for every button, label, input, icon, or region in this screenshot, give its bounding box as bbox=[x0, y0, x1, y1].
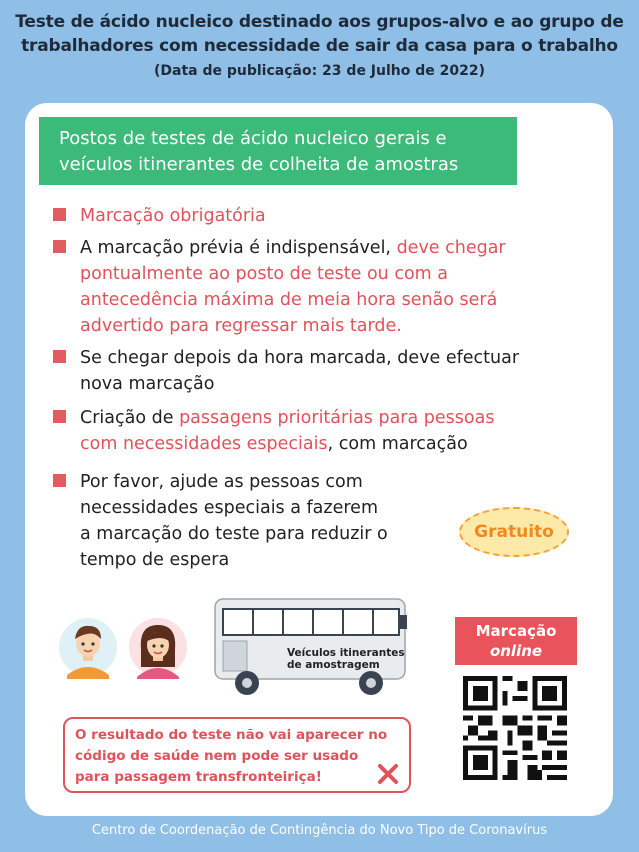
bullet-square-icon bbox=[53, 208, 66, 221]
man-avatar-icon bbox=[59, 615, 117, 679]
section-banner bbox=[39, 117, 517, 185]
item-late-arrival bbox=[53, 345, 519, 397]
online-booking-label bbox=[455, 617, 577, 665]
woman-avatar-icon bbox=[129, 615, 187, 679]
title-line-1: Teste de ácido nucleico destinado aos grupos-alvo e ao grupo de bbox=[15, 12, 624, 32]
warning-line-1: O resultado do teste não vai aparecer no bbox=[75, 727, 388, 743]
item-help-request bbox=[53, 469, 388, 573]
item-4-red-1: passagens prioritárias para pessoas bbox=[179, 408, 495, 428]
item-2-red-3: antecedência máxima de meia hora senão será bbox=[80, 290, 498, 310]
warning-line-3: para passagem transfronteiriça! bbox=[75, 769, 322, 785]
publication-date: (Data de publicação: 23 de Julho de 2022) bbox=[154, 63, 485, 79]
item-priority-lanes bbox=[53, 405, 494, 457]
item-4-plain-2: , com marcação bbox=[327, 434, 468, 454]
item-2-red-4: advertido para regressar mais tarde. bbox=[80, 316, 402, 336]
item-3-line-2: nova marcação bbox=[80, 374, 215, 394]
item-4-red-2: com necessidades especiais bbox=[80, 434, 328, 454]
free-badge: Gratuito bbox=[459, 507, 569, 557]
cross-icon bbox=[377, 763, 399, 785]
footer-organization: Centro de Coordenação de Contingência do Novo Tipo de Coronavírus bbox=[91, 823, 548, 838]
item-5-line-1: Por favor, ajude as pessoas com bbox=[80, 472, 363, 492]
item-2-red-2: pontualmente ao posto de teste ou com a bbox=[80, 264, 448, 284]
bullet-square-icon bbox=[53, 240, 66, 253]
qr-code-icon[interactable] bbox=[463, 676, 567, 780]
content-card bbox=[25, 103, 613, 816]
bus-label-line-2: de amostragem bbox=[287, 659, 380, 671]
item-1-text: Marcação obrigatória bbox=[80, 206, 266, 226]
item-advance-booking bbox=[53, 235, 506, 339]
item-5-line-3: a marcação do teste para reduzir o bbox=[80, 524, 388, 544]
bus-label-line-1: Veículos itinerantes bbox=[287, 647, 405, 659]
item-4-plain-1: Criação de bbox=[80, 408, 180, 428]
page-header bbox=[0, 10, 639, 82]
bullet-square-icon bbox=[53, 410, 66, 423]
title-line-2: trabalhadores com necessidade de sair da casa para o trabalho bbox=[21, 36, 618, 56]
banner-line-1: Postos de testes de ácido nucleico gerais e bbox=[59, 128, 447, 149]
item-5-line-2: necessidades especiais a fazerem bbox=[80, 498, 378, 518]
banner-line-2: veículos itinerantes de colheita de amostras bbox=[59, 154, 459, 175]
bullet-square-icon bbox=[53, 474, 66, 487]
bullet-square-icon bbox=[53, 350, 66, 363]
booking-line-1: Marcação bbox=[475, 622, 557, 640]
warning-box bbox=[63, 717, 411, 793]
item-2-plain: A marcação prévia é indispensável, bbox=[80, 238, 397, 258]
item-3-line-1: Se chegar depois da hora marcada, deve efectuar bbox=[80, 348, 520, 368]
booking-line-2: online bbox=[489, 642, 543, 660]
item-2-red-1: deve chegar bbox=[396, 238, 506, 258]
item-5-line-4: tempo de espera bbox=[80, 550, 230, 570]
sampling-bus bbox=[213, 597, 409, 702]
item-mandatory-booking bbox=[53, 203, 266, 229]
warning-line-2: código de saúde nem pode ser usado bbox=[75, 748, 359, 764]
